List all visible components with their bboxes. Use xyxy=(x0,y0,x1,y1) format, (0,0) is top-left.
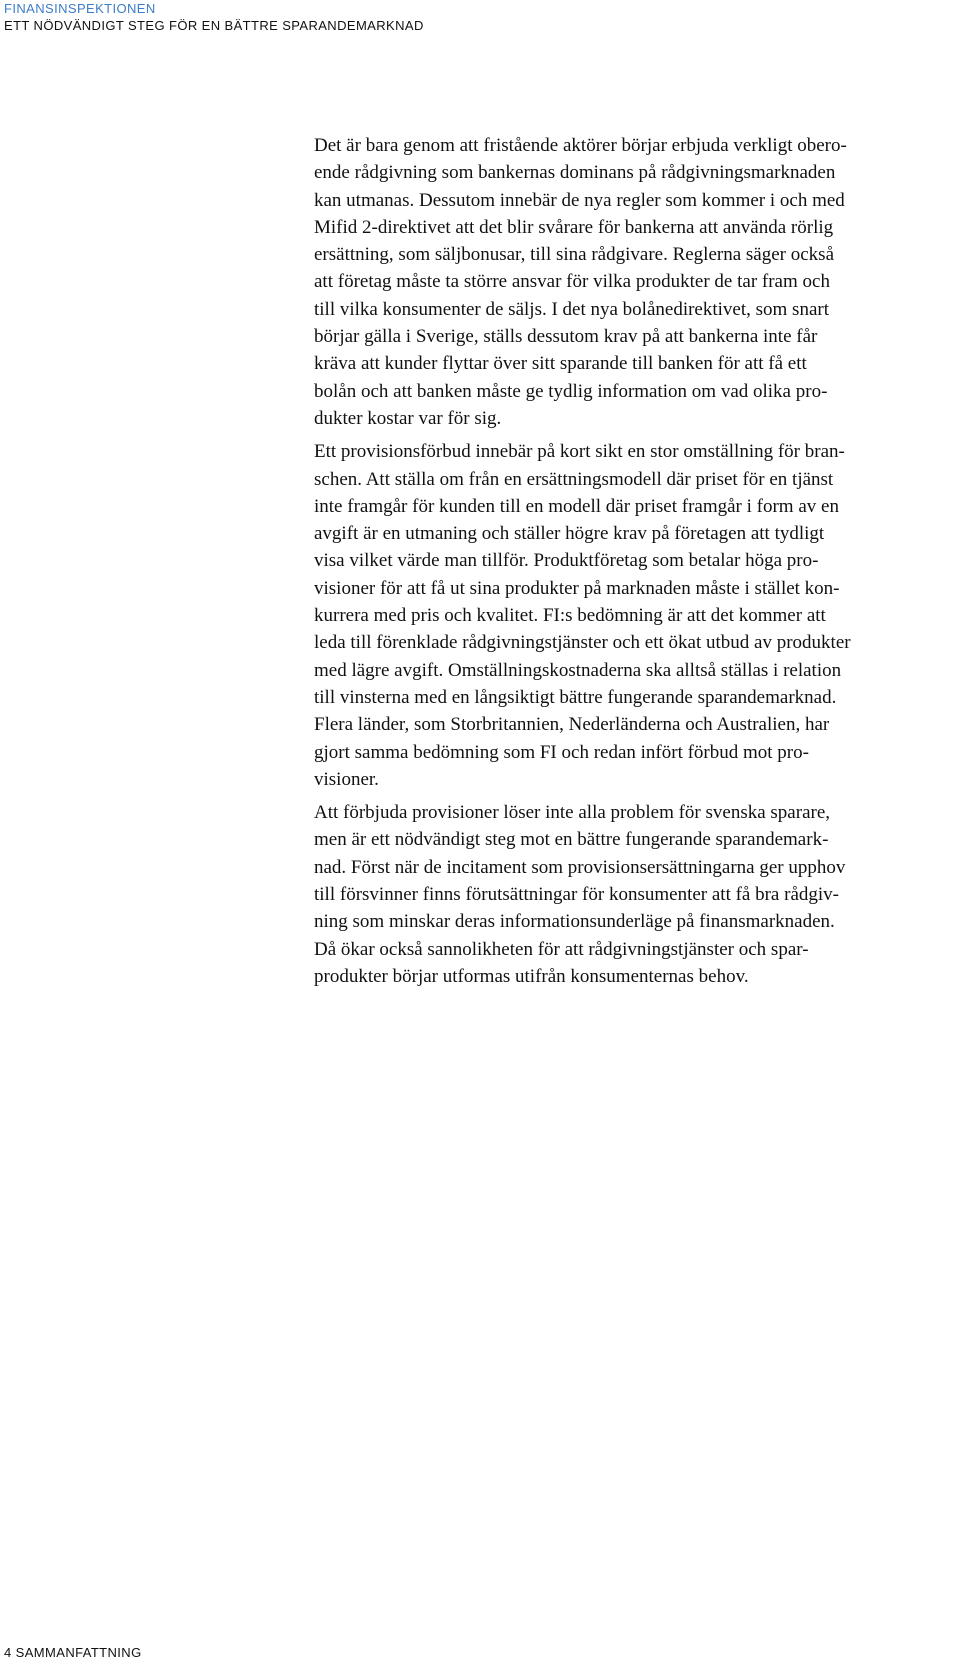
paragraph: Att förbjuda provisioner löser inte alla problem för svenska sparare, men är ett nödvändigt steg mot en bättre fungerande sparandemark- nad. Först när de incitament som provisionsersättningarna ger upphov till försvinner finns förutsättningar för konsumenter att få bra rådgiv- ning som minskar deras informationsunderläge på finansmarknaden. Då ökar också sannolikheten för att rådgivningstjänster och spar- produkter börjar utformas utifrån konsumenternas behov. xyxy=(314,802,846,987)
header-document-title: ETT NÖDVÄNDIGT STEG FÖR EN BÄTTRE SPARANDEMARKNAD xyxy=(4,18,424,33)
header-organization: FINANSINSPEKTIONEN xyxy=(4,1,156,16)
page-header xyxy=(4,0,424,34)
paragraph: Det är bara genom att fristående aktörer börjar erbjuda verkligt obero- ende rådgivning som bankernas dominans på rådgivningsmarknaden kan utmanas. Dessutom innebär de nya regler som kommer i och med Mifid 2-direktivet att det blir svårare för bankerna att använda rörlig ersättning, som säljbonusar, till sina rådgivare. Reglerna säger också att företag måste ta större ansvar för vilka produkter de tar fram och till vilka konsumenter de säljs. I det nya bolånedirektivet, som snart börjar gälla i Sverige, ställs dessutom krav på att bankerna inte får kräva att kunder flyttar över sitt sparande till banken för att få ett bolån och att banken måste ge tydlig information om vad olika pro- dukter kostar var för sig. xyxy=(314,135,847,429)
body-text xyxy=(314,132,948,996)
page-footer: 4 SAMMANFATTNING xyxy=(4,1645,142,1660)
paragraph: Ett provisionsförbud innebär på kort sikt en stor omställning för bran- schen. Att ställa om från en ersättningsmodell där priset för en tjänst inte framgår för kunden till en modell där priset framgår i form av en avgift är en utmaning och ställer högre krav på företagen att tydligt visa vilket värde man tillför. Produktföretag som betalar höga pro- visioner för att få ut sina produkter på marknaden måste i stället kon- kurrera med pris och kvalitet. FI:s bedömning är att det kommer att leda till förenklade rådgivningstjänster och ett ökat utbud av produkter med lägre avgift. Omställningskostnaderna ska alltså ställas i relation till vinsterna med en långsiktigt bättre fungerande sparandemarknad. Flera länder, som Storbritannien, Nederländerna och Australien, har gjort samma bedömning som FI och redan infört förbud mot pro- visioner. xyxy=(314,441,851,790)
